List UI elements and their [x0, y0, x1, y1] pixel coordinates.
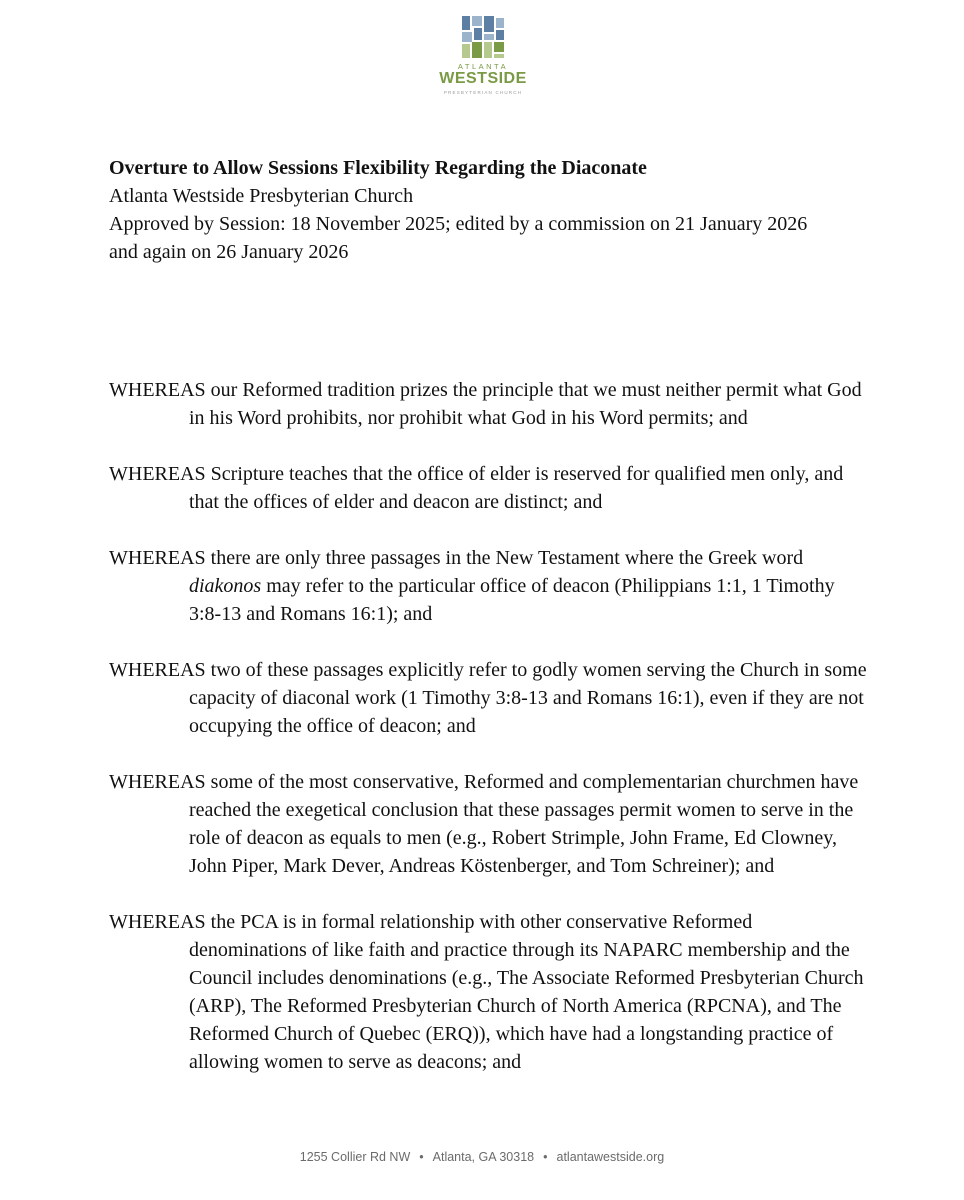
whereas-clause-2: WHEREAS Scripture teaches that the office of elder is reserved for qualified men only, and that the offices of elder and deacon are distinct; and [109, 463, 844, 513]
whereas-clause-5: WHEREAS some of the most conservative, Reformed and complementarian churchmen have reached the exegetical conclusion that these passages permit women to serve in the role of deacon as equals to men (e.g., Robert Strimple, John Frame, Ed Clowney, John Piper, Mark Dever, Andreas Köstenberger, and Tom Schreiner); and [109, 771, 859, 877]
whereas-clause-1: WHEREAS our Reformed tradition prizes the principle that we must neither permit what God in his Word prohibits, nor prohibit what God in his Word permits; and [109, 379, 862, 429]
clause-3-before: WHEREAS there are only three passages in the New Testament where the Greek word [109, 547, 804, 569]
clause-3-after: may refer to the particular office of deacon (Philippians 1:1, 1 Timothy 3:8-13 and Romans 16:1); and [189, 575, 835, 625]
page-footer [0, 1150, 964, 1164]
footer-separator: • [419, 1150, 424, 1164]
approval-line-2: and again on 26 January 2026 [109, 241, 349, 263]
logo-city-text: ATLANTA [457, 62, 509, 71]
whereas-clause-4: WHEREAS two of these passages explicitly refer to godly women serving the Church in some capacity of diaconal work (1 Timothy 3:8-13 and Romans 16:1), even if they are not occupying the office of deacon; and [109, 659, 867, 737]
logo-mark-icon [436, 14, 530, 60]
logo-name-text: WESTSIDE [439, 70, 527, 87]
document-header [109, 154, 869, 266]
church-logo [436, 14, 530, 96]
footer-website: atlantawestside.org [556, 1150, 665, 1164]
approval-line-1: Approved by Session: 18 November 2025; edited by a commission on 21 January 2026 [109, 213, 808, 235]
church-name: Atlanta Westside Presbyterian Church [109, 185, 414, 207]
clause-3-italic-term: diakonos [189, 575, 262, 597]
footer-address: 1255 Collier Rd NW [299, 1150, 411, 1164]
logo-subtitle-text: PRESBYTERIAN CHURCH [443, 90, 523, 95]
whereas-clause-6: WHEREAS the PCA is in formal relationship with other conservative Reformed denominations of like faith and practice through its NAPARC membership and the Council includes denominations (e.g., The Associate Reformed Presbyterian Church (ARP), The Reformed Presbyterian Church of North America (RPCNA), and The Reformed Church of Quebec (ERQ)), which have had a longstanding practice of allowing women to serve as deacons; and [109, 911, 864, 1073]
whereas-clauses [109, 376, 869, 1104]
footer-city: Atlanta, GA 30318 [432, 1150, 535, 1164]
footer-separator: • [543, 1150, 548, 1164]
whereas-clause-3 [109, 544, 869, 628]
document-title: Overture to Allow Sessions Flexibility Regarding the Diaconate [109, 157, 647, 179]
